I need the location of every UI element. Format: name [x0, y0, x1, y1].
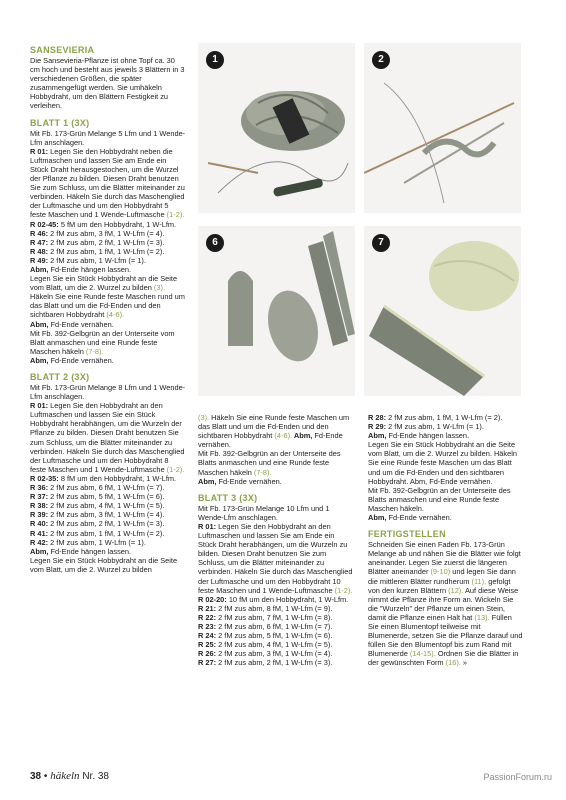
blatt1-abm: [30, 265, 186, 274]
photo-ref: (14-15).: [409, 649, 436, 659]
row-label: R 01:: [198, 521, 217, 531]
row-text: 2 fM zus abm, 2 fM, 1 W-Lfm (= 3).: [216, 658, 333, 668]
abm-label: Abm,: [30, 264, 49, 274]
blatt3-abm: [368, 431, 524, 440]
intro-text: Die Sansevieria-Pflanze ist ohne Topf ca. 30 cm hoch und besteht aus jeweils 3 Blättern in 3 verschiedenen Größen, die später zusammengefügt werden. Sie umhäkeln Hobbydraht, um den Blättern Festigkeit zu verleihen.: [30, 56, 185, 111]
row-label: R 22:: [198, 612, 217, 622]
photo-leaves: [198, 226, 355, 396]
photo-7-illustration: [364, 226, 521, 396]
blatt2-row: [30, 538, 186, 547]
blatt3-row: [198, 604, 354, 613]
row-label: R 28:: [368, 413, 387, 422]
blatt2-r02-35: [30, 474, 186, 483]
row-label: R 49:: [30, 255, 49, 265]
row-text: 2 fM zus abm, 1 W-Lfm (= 1).: [48, 255, 146, 265]
blatt1-r02-45: [30, 220, 186, 229]
row-label: R 01:: [30, 401, 49, 411]
heading-blatt-1: BLATT 1 (3X): [30, 117, 90, 128]
blatt2-row: [30, 510, 186, 519]
photo-ref: (3).: [198, 413, 210, 422]
blatt2-cast-on: Mit Fb. 173-Grün Melange 8 Lfm und 1 Wende-Lfm anschlagen.: [30, 383, 186, 402]
photo-1-illustration: [198, 43, 355, 213]
paragraph-text: Auf diese Weise nimmt die Pflanze ihre Form an. Wickeln Sie die "Wurzeln" der Pflanze um einen Stein, damit die Pflanze einen Halt hat: [368, 585, 519, 622]
row-text: Legen Sie den Hobbydraht an den Luftmaschen und lassen Sie am Ende ein Stück Draht herabhängen, um die Wurzeln zu bilden. Diesen Draht benutzen Sie zum Schluss, um die Blätter miteinander zu verbinden. Häkeln Sie durch das Maschenglied der Luftmasche und um den Hobbydraht 10 feste Maschen und 1 Wende-Luftmasche: [198, 521, 353, 595]
photo-ref: (11),: [471, 576, 487, 586]
row-text: 2 fM zus abm, 3 fM, 1 W-Lfm (= 4).: [216, 649, 333, 659]
blatt2-edge: Legen Sie ein Stück Hobbydraht an die Seite vom Blatt, um die 2. Wurzel zu bilden: [30, 555, 178, 574]
blatt3-row: [198, 631, 354, 640]
blatt2-row: [30, 529, 186, 538]
blatt3-edge: Legen Sie ein Stück Hobbydraht an die Seite vom Blatt, um die 2. Wurzel zu bilden. Häkeln Sie eine Runde feste Maschen um das Blatt und um die Fd-Enden und den sichtbaren Hobbydraht. Abm, Fd-Ende vernähen.: [368, 440, 517, 486]
blatt1-row: [30, 247, 186, 256]
blatt3-cast-on: Mit Fb. 173-Grün Melange 10 Lfm und 1 Wende-Lfm anschlagen.: [198, 503, 330, 522]
column-1: [30, 45, 186, 574]
paragraph-text: Mit Fb. 392-Gelbgrün an der Unterseite des Blatts anmaschen und eine Runde feste Maschen häkeln: [198, 449, 341, 477]
heading-blatt-3: BLATT 3 (3X): [198, 492, 258, 503]
row-text: 2 fM zus abm, 1 W-Lfm (= 1).: [386, 422, 484, 432]
row-text: 2 fM zus abm, 6 fM, 1 W-Lfm (= 7).: [216, 621, 333, 631]
abm-label: Abm,: [292, 431, 313, 441]
photo-ref: (13).: [474, 612, 490, 622]
row-text: 10 fM um den Hobbydraht, 1 W-Lfm.: [226, 594, 349, 604]
blatt2-row: [30, 501, 186, 510]
abm-label: Abm,: [30, 319, 49, 329]
blatt1-r01: [30, 147, 186, 220]
row-text: 2 fM zus abm, 3 fM, 1 W-Lfm (= 4).: [48, 228, 165, 238]
blatt3-row: [198, 622, 354, 631]
blatt2-abm: [30, 547, 186, 556]
photo-ref: (4-6).: [106, 310, 125, 320]
title-sansevieria: SANSEVIERIA: [30, 45, 95, 55]
photo-yarn-ball: [198, 43, 355, 213]
row-label: R 41:: [30, 528, 49, 538]
row-text: Legen Sie den Hobbydraht neben die Luftmaschen und lassen Sie am Ende ein Stück Draht herausgestochen, um die Wurzel der Pflanze zu bilden. Diesen Draht benutzen Sie zum Schluss, um die Blätter miteinander zu verbinden. Häkeln Sie durch das Maschenglied der Luftmasche und um den Hobbydraht 5 feste Maschen und 1 Wende-Luftmasche: [30, 146, 185, 220]
row-label: R 37:: [30, 492, 49, 502]
abm-text: Fd-Ende vernähen.: [386, 513, 452, 523]
row-label: R 01:: [30, 146, 49, 156]
photo-ref: (12).: [448, 585, 464, 595]
abm-text: Fd-Ende hängen lassen.: [48, 546, 132, 556]
blatt3-row: [368, 422, 524, 431]
row-label: R 42:: [30, 537, 49, 547]
row-label: R 24:: [198, 631, 217, 641]
row-text: 2 fM zus abm, 1 fM, 1 W-Lfm (= 2).: [48, 246, 165, 256]
photo-ref: (9-10): [430, 567, 451, 577]
blatt3-row: [198, 649, 354, 658]
paragraph-text: Häkeln Sie eine Runde feste Maschen rund um das Blatt und um die Fd-Enden und den sichtbaren Hobbydraht: [30, 292, 185, 320]
heading-fertigstellen: FERTIGSTELLEN: [368, 529, 446, 540]
abm-text: Fd-Ende vernähen.: [48, 355, 114, 365]
photo-ref: (1-2).: [334, 585, 353, 595]
paragraph-text: Häkeln Sie eine Runde feste Maschen um das Blatt und um die Fd-Enden und den sichtbaren Hobbydraht: [198, 413, 350, 441]
row-text: 8 fM um den Hobbydraht, 1 W-Lfm.: [58, 473, 177, 483]
abm-label: Abm,: [368, 513, 387, 523]
blatt3-row: [368, 413, 524, 422]
row-text: 5 fM um den Hobbydraht, 1 W-Lfm.: [58, 219, 177, 229]
fertigstellen-text: [368, 540, 524, 667]
abm-text: Fd-Ende vernähen.: [216, 476, 282, 486]
row-label: R 25:: [198, 640, 217, 650]
blatt3-r01: [198, 522, 354, 595]
row-label: R 48:: [30, 246, 49, 256]
photo-wire-stitch: [364, 43, 521, 213]
photo-2-badge: 2: [372, 51, 390, 69]
blatt1-row: [30, 229, 186, 238]
row-text: 2 fM zus abm, 2 fM, 1 W-Lfm (= 3).: [48, 519, 165, 529]
paragraph-text: Legen Sie ein Stück Hobbydraht an die Seite vom Blatt, um die 2. Wurzel zu bilden: [30, 274, 178, 293]
abm-text: Fd-Ende hängen lassen.: [48, 264, 132, 274]
photo-ref: (16).: [445, 658, 461, 668]
row-label: R 21:: [198, 603, 217, 613]
paragraph-text: gefolgt von den kurzen Blättern: [368, 576, 511, 595]
blatt2-row: [30, 483, 186, 492]
abm-label: Abm,: [30, 355, 49, 365]
row-text: 2 fM zus abm, 2 fM, 1 W-Lfm (= 3).: [48, 237, 165, 247]
magazine-brand: häkeln: [50, 770, 80, 782]
photo-ref: (1-2).: [166, 210, 185, 220]
row-label: R 46:: [30, 228, 49, 238]
row-label: R 23:: [198, 621, 217, 631]
row-text: 2 fM zus abm, 1 fM, 1 W-Lfm (= 2).: [48, 528, 165, 538]
paragraph-text: Ordnen Sie die Blätter in der gewünschten Form: [368, 649, 519, 668]
blatt3-yellow: Mit Fb. 392-Gelbgrün an der Unterseite des Blatts anmaschen und eine Runde feste Maschen häkeln.: [368, 485, 511, 513]
column-2: [198, 413, 354, 667]
blatt1-yellow: [30, 329, 186, 356]
abm-text: Fd-Ende hängen lassen.: [386, 431, 470, 441]
blatt2-yellow: [198, 449, 354, 476]
row-text: 2 fM zus abm, 5 fM, 1 W-Lfm (= 6).: [48, 492, 165, 502]
row-label: R 02-20:: [198, 594, 227, 604]
blatt1-row: [30, 256, 186, 265]
row-label: R 26:: [198, 649, 217, 659]
issue-number: Nr. 38: [82, 771, 109, 782]
blatt3-row: [198, 640, 354, 649]
blatt1-abm: [30, 320, 186, 329]
photo-6-badge: 6: [206, 234, 224, 252]
photo-ref: (3).: [153, 283, 166, 293]
heading-blatt-2: BLATT 2 (3X): [30, 372, 90, 382]
paragraph-text: Mit Fb. 392-Gelbgrün an der Unterseite vom Blatt anmaschen und eine Runde feste Maschen häkeln: [30, 328, 175, 356]
row-label: R 47:: [30, 237, 49, 247]
photo-edging: [364, 226, 521, 396]
row-text: 2 fM zus abm, 7 fM, 1 W-Lfm (= 8).: [216, 612, 333, 622]
row-label: R 29:: [368, 422, 387, 432]
blatt2-edge-cont: [198, 413, 354, 449]
abm-text: Fd-Ende vernähen.: [48, 319, 114, 329]
row-label: R 39:: [30, 510, 49, 520]
row-label: R 02-35:: [30, 473, 59, 483]
row-text: 2 fM zus abm, 8 fM, 1 W-Lfm (= 9).: [216, 603, 333, 613]
abm-text: Fd-Ende vernähen.: [198, 431, 343, 450]
footer-bullet: •: [43, 771, 48, 782]
blatt2-r01: [30, 401, 186, 474]
watermark: PassionForum.ru: [483, 772, 552, 782]
row-text: 2 fM zus abm, 6 fM, 1 W-Lfm (= 7).: [48, 483, 165, 493]
blatt3-row: [198, 658, 354, 667]
row-label: R 40:: [30, 519, 49, 529]
column-3: [368, 413, 524, 667]
blatt1-cast-on: Mit Fb. 173-Grün Melange 5 Lfm und 1 Wende-Lfm anschlagen.: [30, 128, 186, 147]
blatt2-abm-final: [198, 477, 354, 486]
photo-ref: (1-2).: [166, 464, 185, 474]
blatt2-row: [30, 519, 186, 528]
row-text: 2 fM zus abm, 3 fM, 1 W-Lfm (= 4).: [48, 510, 165, 520]
blatt2-row: [30, 492, 186, 501]
paragraph-text: und legen Sie dann die mittleren Blätter rundherum: [368, 567, 516, 586]
row-label: R 27:: [198, 658, 217, 668]
photo-6-illustration: [198, 226, 355, 396]
row-label: R 36:: [30, 483, 49, 493]
blatt3-abm-final: [368, 513, 524, 522]
continue-marker: »: [460, 658, 468, 668]
row-text: 2 fM zus abm, 1 W-Lfm (= 1).: [48, 537, 146, 547]
blatt1-row: [30, 238, 186, 247]
abm-label: Abm,: [368, 431, 387, 441]
page-footer: [30, 770, 109, 782]
row-label: R 02-45:: [30, 219, 59, 229]
photo-7-badge: 7: [372, 234, 390, 252]
row-label: R 38:: [30, 501, 49, 511]
blatt3-r02-20: [198, 595, 354, 604]
paragraph-text: Schneiden Sie einen Faden Fb. 173-Grün Melange ab und nähen Sie die Blätter wie folgt aneinander. Legen Sie zuerst die längeren Blätter aneinander: [368, 540, 521, 577]
blatt1-abm: [30, 356, 186, 365]
photo-ref: (7-8).: [253, 467, 272, 477]
row-text: 2 fM zus abm, 5 fM, 1 W-Lfm (= 6).: [216, 631, 333, 641]
photo-1-badge: 1: [206, 51, 224, 69]
photo-2-illustration: [364, 43, 521, 213]
row-text: 2 fM zus abm, 1 fM, 1 W-Lfm (= 2).: [386, 413, 503, 422]
abm-label: Abm,: [30, 546, 49, 556]
row-text: 2 fM zus abm, 4 fM, 1 W-Lfm (= 5).: [48, 501, 165, 511]
photo-ref: (7-8).: [85, 346, 104, 356]
paragraph-text: Füllen Sie einen Blumentopf teilweise mit Blumenerde, setzen Sie die Pflanze darauf und füllen Sie den Blumentopf bis zum Rand mit Blumenerde: [368, 612, 523, 659]
row-text: 2 fM zus abm, 4 fM, 1 W-Lfm (= 5).: [216, 640, 333, 650]
row-text: Legen Sie den Hobbydraht an den Luftmaschen und lassen Sie ein Stück Hobbydraht herabhängen, um die Wurzeln der Pflanze zu bilden. Diesen Draht benutzen Sie zum Schluss, um die Blätter miteinander zu verbinden. Häkeln Sie durch das Maschenglied der Luftmasche und um den Hobbydraht 8 feste Maschen und 1 Wende-Luftmasche: [30, 401, 185, 474]
blatt3-row: [198, 613, 354, 622]
blatt1-edge: [30, 274, 186, 319]
abm-label: Abm,: [198, 476, 217, 486]
page-number: 38: [30, 771, 42, 782]
photo-ref: (4-6).: [274, 431, 293, 441]
